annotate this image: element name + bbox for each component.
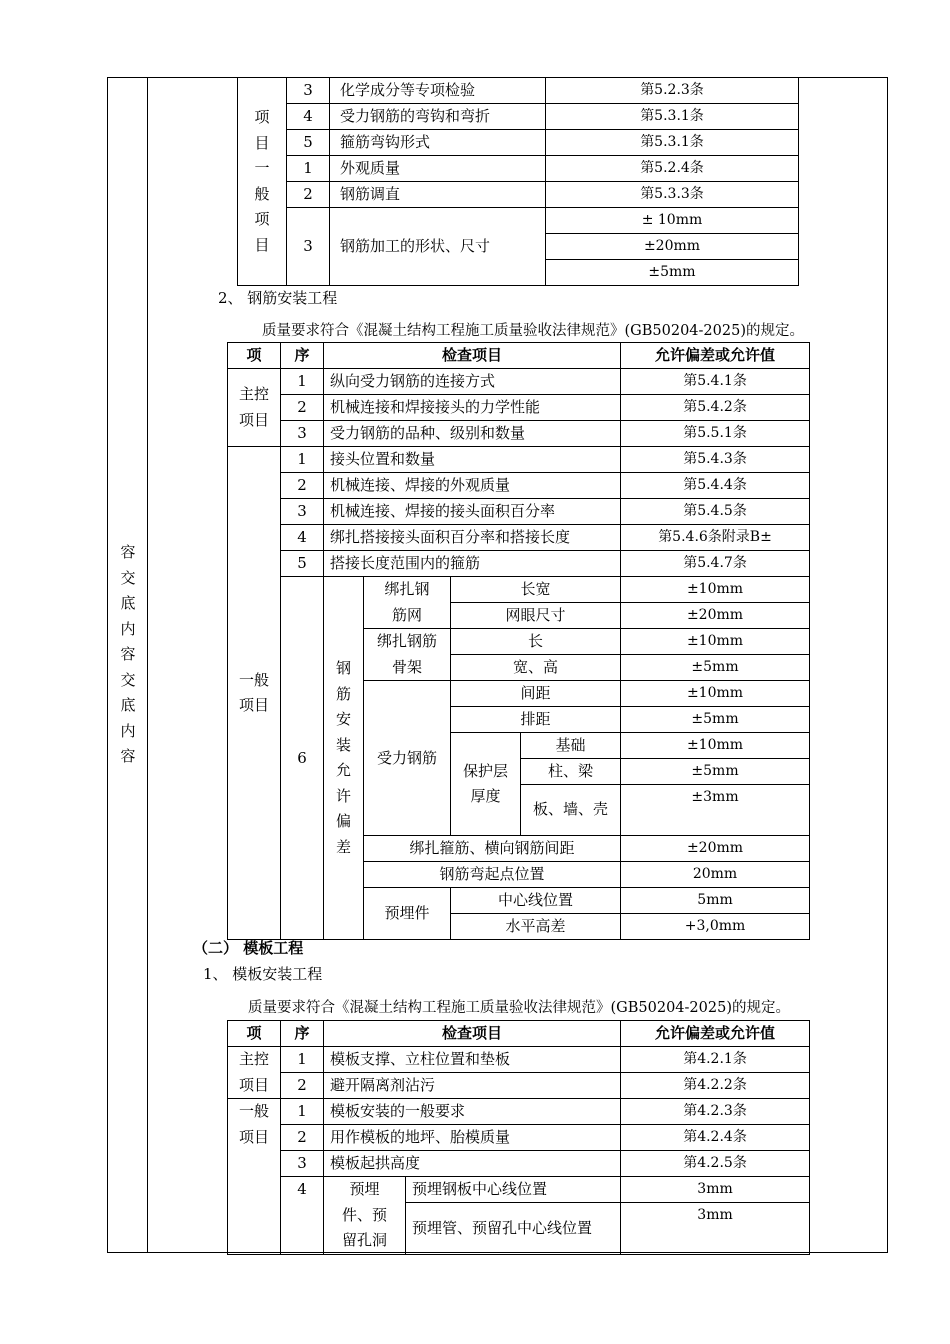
formwork-table xyxy=(227,1020,810,1255)
row-std: ±20mm xyxy=(621,603,810,629)
general-label: 一般项目 xyxy=(228,447,281,940)
rebar-processing-table xyxy=(237,77,799,286)
row-item: 模板安装的一般要求 xyxy=(324,1099,621,1125)
row-std: ±3mm xyxy=(621,785,810,836)
row-item: 钢筋弯起点位置 xyxy=(364,862,621,888)
table-row xyxy=(228,1151,810,1177)
embed-hole-label: 预埋件、预留孔洞 xyxy=(324,1177,406,1255)
row-no: 3 xyxy=(281,421,324,447)
main-label: 主控项目 xyxy=(228,1047,281,1099)
header-cell: 允许偏差或允许值 xyxy=(621,1021,810,1047)
table-row xyxy=(238,78,799,104)
install-deviation-label: 钢筋安装允许偏差 xyxy=(324,577,364,940)
header-cell: 序 xyxy=(281,343,324,369)
row-no: 3 xyxy=(281,1151,324,1177)
row-item: 机械连接、焊接的外观质量 xyxy=(324,473,621,499)
table-row xyxy=(238,130,799,156)
row-item: 搭接长度范围内的箍筋 xyxy=(324,551,621,577)
table-row xyxy=(228,551,810,577)
group-label: 项目一般项目 xyxy=(238,78,287,286)
row-std: 第5.3.3条 xyxy=(546,182,799,208)
row-std: 第5.4.3条 xyxy=(621,447,810,473)
row-std: 第5.4.1条 xyxy=(621,369,810,395)
row-std: 第5.4.6条附录B± xyxy=(621,525,810,551)
row-item: 用作模板的地坪、胎模质量 xyxy=(324,1125,621,1151)
row-no: 3 xyxy=(281,499,324,525)
row-item: 箍筋弯钩形式 xyxy=(330,130,546,156)
row-std: 3mm xyxy=(621,1177,810,1203)
row-item: 化学成分等专项检验 xyxy=(330,78,546,104)
row-std: ±20mm xyxy=(546,234,799,260)
row-std: ±5mm xyxy=(621,707,810,733)
row-std: 第5.4.5条 xyxy=(621,499,810,525)
row-std: 20mm xyxy=(621,862,810,888)
row-item: 受力钢筋的弯钩和弯折 xyxy=(330,104,546,130)
row-std: ±10mm xyxy=(621,577,810,603)
row-item: 板、墙、壳 xyxy=(521,785,621,836)
row-std: 第4.2.3条 xyxy=(621,1099,810,1125)
row-item: 绑扎搭接接头面积百分率和搭接长度 xyxy=(324,525,621,551)
header-cell: 检查项目 xyxy=(324,1021,621,1047)
row-std: 第5.3.1条 xyxy=(546,104,799,130)
table-row xyxy=(228,1125,810,1151)
row-no: 1 xyxy=(281,369,324,395)
row-item: 预埋钢板中心线位置 xyxy=(406,1177,621,1203)
table-row xyxy=(238,156,799,182)
row-item: 柱、梁 xyxy=(521,759,621,785)
row-std: 第5.4.7条 xyxy=(621,551,810,577)
row-std: 第4.2.5条 xyxy=(621,1151,810,1177)
table-row xyxy=(228,421,810,447)
row-no: 5 xyxy=(287,130,330,156)
row-no: 6 xyxy=(281,577,324,940)
rebar-install-table xyxy=(227,342,810,940)
mesh-label: 绑扎钢筋网 xyxy=(364,577,451,629)
row-item: 预埋管、预留孔中心线位置 xyxy=(406,1203,621,1254)
row-item: 纵向受力钢筋的连接方式 xyxy=(324,369,621,395)
row-no: 1 xyxy=(281,1099,324,1125)
table-row xyxy=(238,182,799,208)
row-item: 长宽 xyxy=(451,577,621,603)
row-item: 钢筋加工的形状、尺寸 xyxy=(330,208,546,286)
row-item: 长 xyxy=(451,629,621,655)
row-std: 5mm xyxy=(621,888,810,914)
row-no: 2 xyxy=(281,395,324,421)
frame-divider xyxy=(147,77,148,1253)
header-cell: 项 xyxy=(228,343,281,369)
row-item: 基础 xyxy=(521,733,621,759)
row-no: 2 xyxy=(287,182,330,208)
row-item: 钢筋调直 xyxy=(330,182,546,208)
row-no: 2 xyxy=(281,473,324,499)
row-no: 4 xyxy=(281,525,324,551)
quality-note: 质量要求符合《混凝土结构工程施工质量验收法律规范》(GB50204-2025)的规定。 xyxy=(262,323,804,339)
table-row xyxy=(228,525,810,551)
table-row xyxy=(228,577,810,603)
table-row xyxy=(228,1099,810,1125)
row-item: 排距 xyxy=(451,707,621,733)
table-row xyxy=(228,1047,810,1073)
table-row xyxy=(238,104,799,130)
side-label: 容交底内容交底内容 xyxy=(120,543,136,765)
row-std: ±10mm xyxy=(621,629,810,655)
formwork-heading: （二） 模板工程 xyxy=(193,939,304,957)
row-std: ± 10mm xyxy=(546,208,799,234)
row-std: 第5.3.1条 xyxy=(546,130,799,156)
row-no: 2 xyxy=(281,1073,324,1099)
row-item: 网眼尺寸 xyxy=(451,603,621,629)
frame-label: 绑扎钢筋骨架 xyxy=(364,629,451,681)
section-title: 2、 钢筋安装工程 xyxy=(218,289,338,307)
row-item: 机械连接和焊接接头的力学性能 xyxy=(324,395,621,421)
table-row xyxy=(228,473,810,499)
row-item: 接头位置和数量 xyxy=(324,447,621,473)
row-std: ±20mm xyxy=(621,836,810,862)
row-std: 第5.4.2条 xyxy=(621,395,810,421)
row-no: 4 xyxy=(287,104,330,130)
row-item: 避开隔离剂沾污 xyxy=(324,1073,621,1099)
row-item: 绑扎箍筋、横向钢筋间距 xyxy=(364,836,621,862)
header-cell: 序 xyxy=(281,1021,324,1047)
general-label: 一般项目 xyxy=(228,1099,281,1255)
table-row xyxy=(228,499,810,525)
row-std: 第5.5.1条 xyxy=(621,421,810,447)
row-std: 第4.2.1条 xyxy=(621,1047,810,1073)
embed-label: 预埋件 xyxy=(364,888,451,940)
row-item: 中心线位置 xyxy=(451,888,621,914)
table-header-row xyxy=(228,343,810,369)
row-no: 3 xyxy=(287,208,330,286)
formwork-subtitle: 1、 模板安装工程 xyxy=(203,965,323,983)
row-item: 受力钢筋的品种、级别和数量 xyxy=(324,421,621,447)
table-row xyxy=(228,1177,810,1203)
row-std: +3,0mm xyxy=(621,914,810,940)
main-label: 主控项目 xyxy=(228,369,281,447)
header-cell: 允许偏差或允许值 xyxy=(621,343,810,369)
row-item: 模板起拱高度 xyxy=(324,1151,621,1177)
row-no: 4 xyxy=(281,1177,324,1255)
row-item: 宽、高 xyxy=(451,655,621,681)
header-cell: 检查项目 xyxy=(324,343,621,369)
row-std: 第5.4.4条 xyxy=(621,473,810,499)
row-no: 5 xyxy=(281,551,324,577)
quality-note: 质量要求符合《混凝土结构工程施工质量验收法律规范》(GB50204-2025)的规定。 xyxy=(248,1000,790,1016)
row-item: 外观质量 xyxy=(330,156,546,182)
force-rebar-label: 受力钢筋 xyxy=(364,681,451,836)
cover-label: 保护层厚度 xyxy=(451,733,521,836)
table-row xyxy=(228,1073,810,1099)
row-std: 3mm xyxy=(621,1203,810,1254)
row-item: 模板支撑、立柱位置和垫板 xyxy=(324,1047,621,1073)
row-no: 1 xyxy=(287,156,330,182)
row-std: ±5mm xyxy=(621,759,810,785)
table-row xyxy=(238,208,799,234)
row-std: 第4.2.4条 xyxy=(621,1125,810,1151)
table-row xyxy=(228,395,810,421)
header-cell: 项 xyxy=(228,1021,281,1047)
row-std: ±5mm xyxy=(621,655,810,681)
row-item: 间距 xyxy=(451,681,621,707)
row-std: 第5.2.4条 xyxy=(546,156,799,182)
row-std: ±10mm xyxy=(621,681,810,707)
row-std: 第4.2.2条 xyxy=(621,1073,810,1099)
row-std: 第5.2.3条 xyxy=(546,78,799,104)
row-item: 水平高差 xyxy=(451,914,621,940)
row-std: ±10mm xyxy=(621,733,810,759)
row-no: 3 xyxy=(287,78,330,104)
table-row xyxy=(228,369,810,395)
table-row xyxy=(228,447,810,473)
row-no: 1 xyxy=(281,447,324,473)
row-item: 机械连接、焊接的接头面积百分率 xyxy=(324,499,621,525)
row-no: 2 xyxy=(281,1125,324,1151)
row-std: ±5mm xyxy=(546,260,799,286)
row-no: 1 xyxy=(281,1047,324,1073)
table-header-row xyxy=(228,1021,810,1047)
